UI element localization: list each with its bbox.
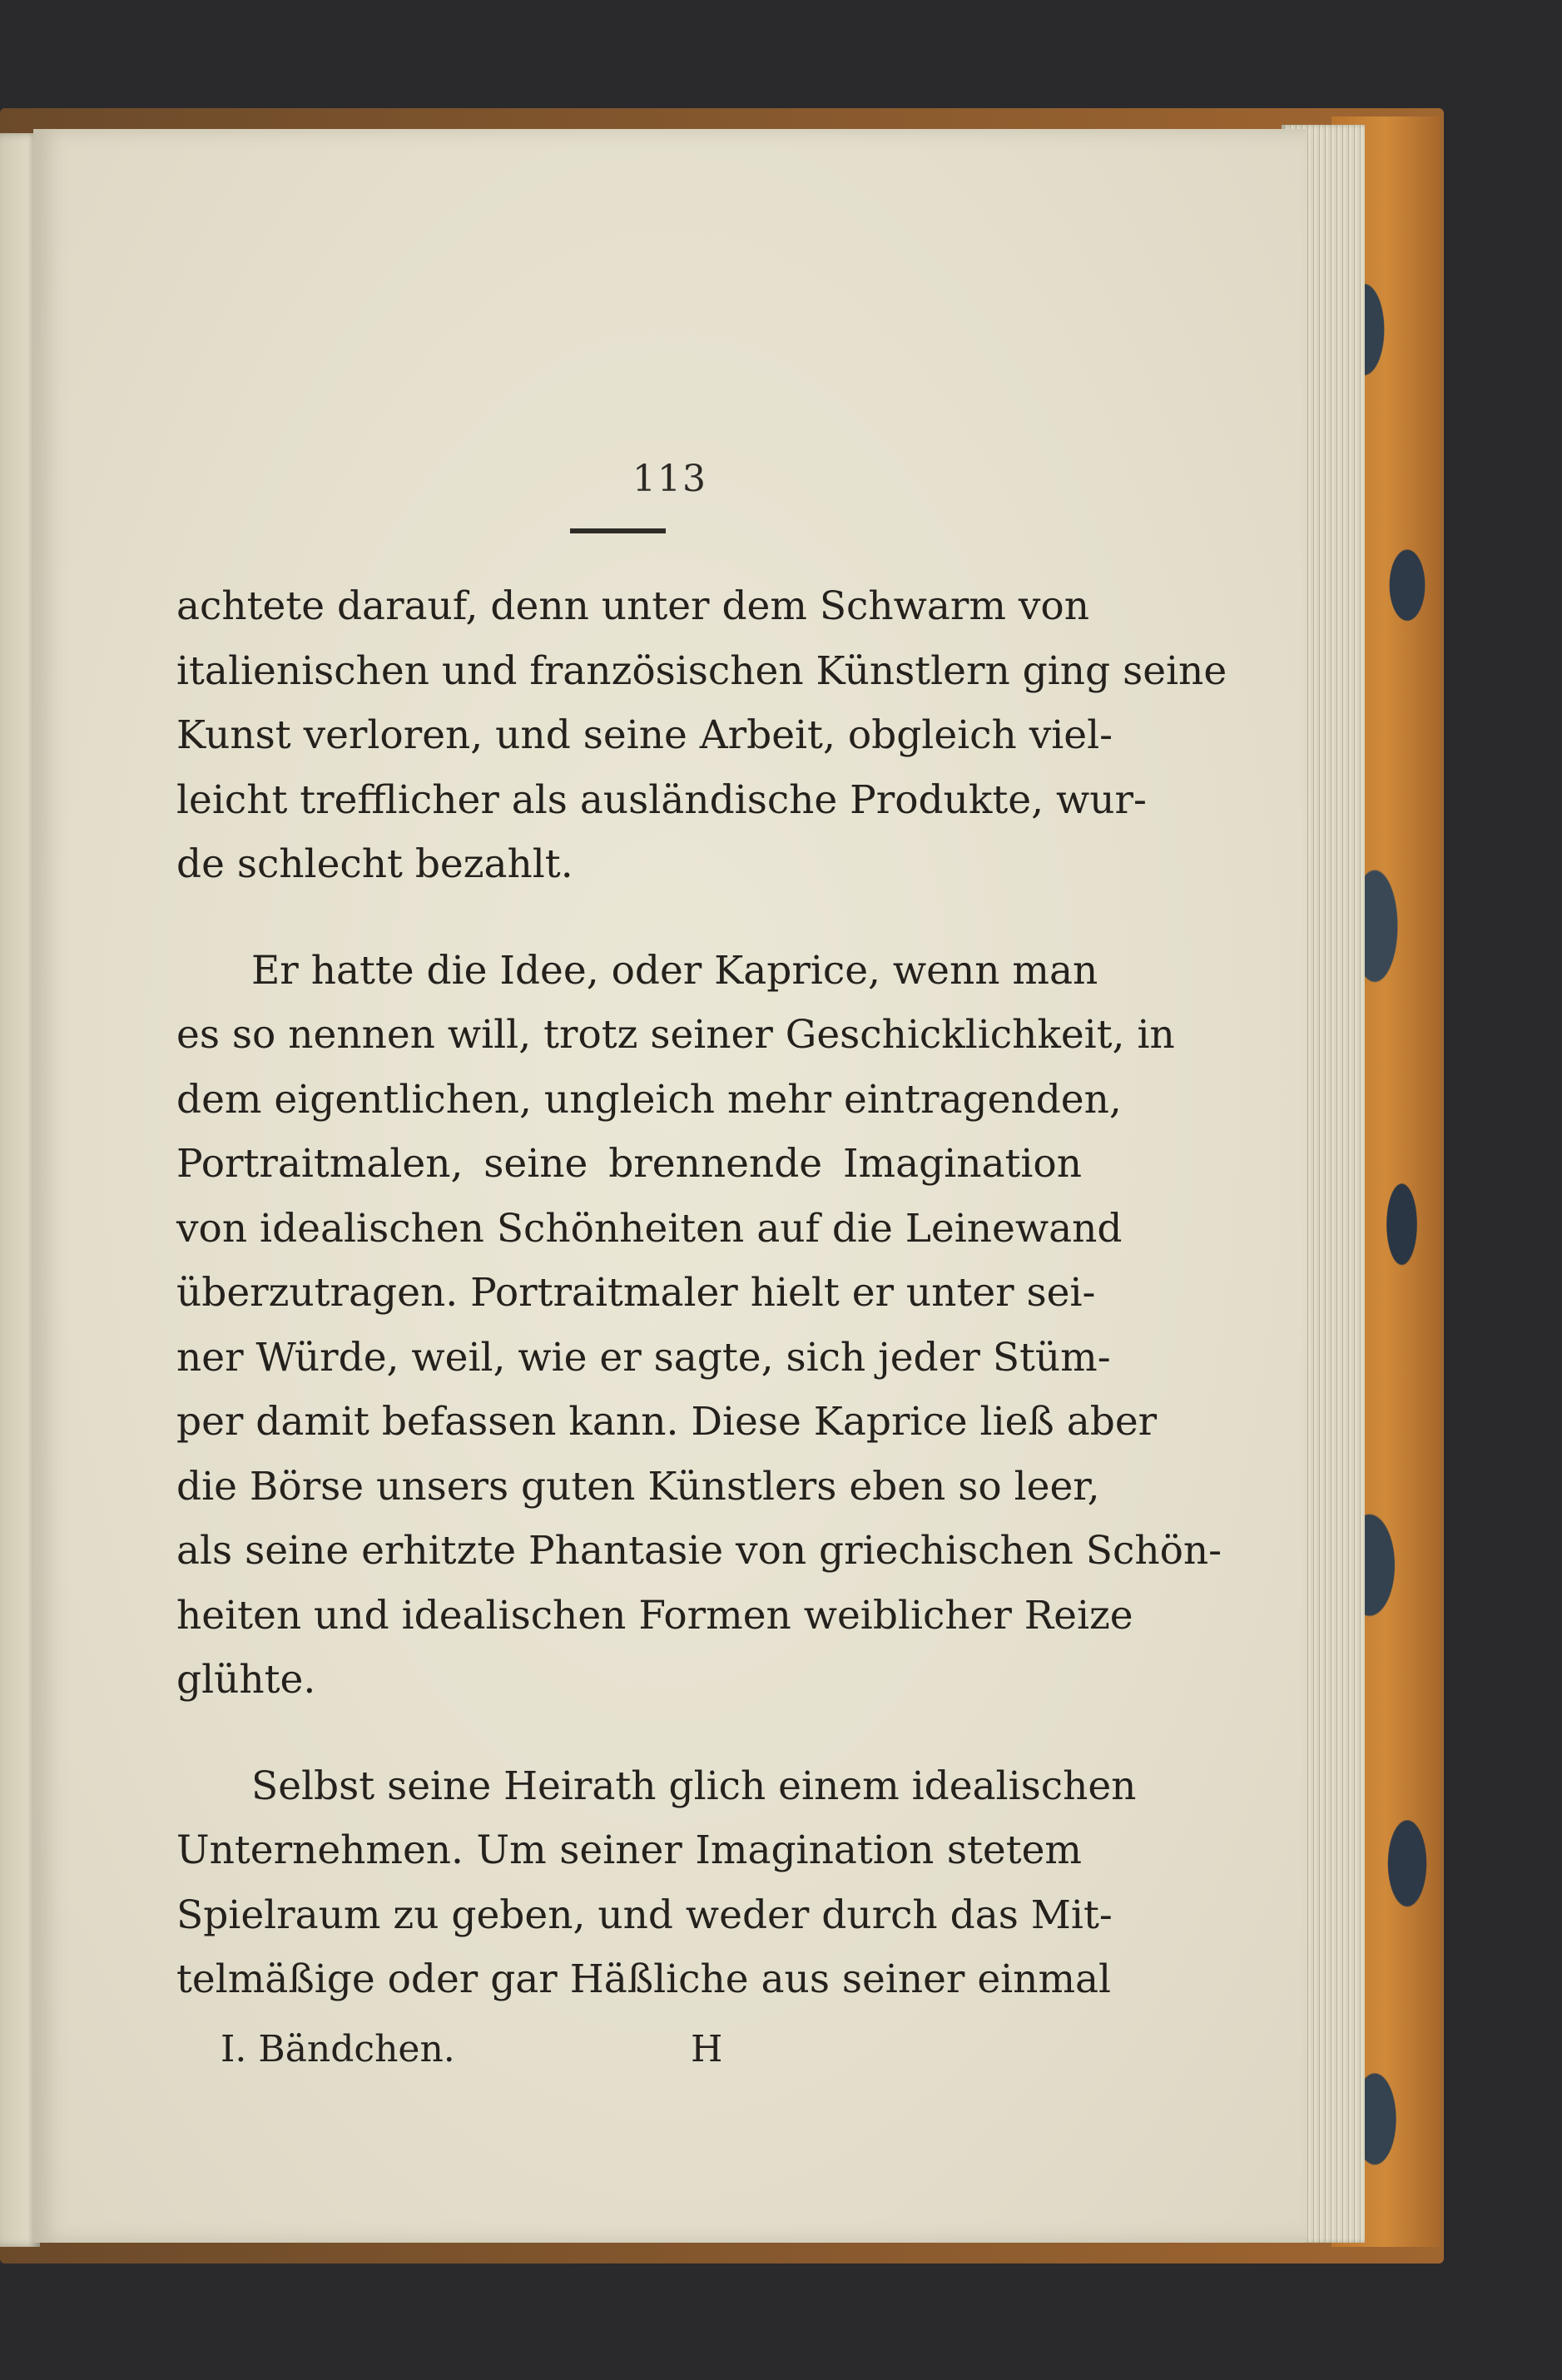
text-line: leicht trefflicher als ausländische Produkte, wur- [176, 776, 1147, 823]
text-line: per damit befassen kann. Diese Kaprice ließ aber [176, 1399, 1158, 1445]
sheet-mark: H [691, 2028, 723, 2070]
text-line: die Börse unsers guten Künstlers eben so leer, [176, 1463, 1100, 1510]
header-rule [570, 528, 666, 533]
text-line: Selbst seine Heirath glich einem idealischen [251, 1763, 1137, 1809]
text-line: von idealischen Schönheiten auf die Leinewand [176, 1205, 1123, 1252]
paragraph-3 [176, 1754, 1137, 2012]
text-line: achtete darauf, denn unter dem Schwarm von [176, 583, 1089, 629]
text-line: Er hatte die Idee, oder Kaprice, wenn man [251, 947, 1098, 994]
book-page [33, 129, 1307, 2243]
text-line: als seine erhitzte Phantasie von griechischen Schön- [176, 1528, 1222, 1574]
page-footer [33, 2028, 1307, 2095]
text-line: glühte. [176, 1657, 316, 1703]
text-line: Unternehmen. Um seiner Imagination stetem [176, 1827, 1082, 1873]
text-line: Portraitmalen, seine brennende Imagination [176, 1141, 1082, 1187]
text-line: de schlecht bezahlt. [176, 841, 573, 887]
page-body [176, 574, 1227, 2012]
text-line: überzutragen. Portraitmaler hielt er unter sei- [176, 1270, 1096, 1316]
signature-mark: I. Bändchen. [221, 2028, 455, 2070]
text-line: Kunst verloren, und seine Arbeit, obgleich viel- [176, 712, 1113, 758]
text-line: italienischen und französischen Künstlern ging seine [176, 647, 1227, 694]
text-line: ner Würde, weil, wie er sagte, sich jeder Stüm- [176, 1334, 1111, 1381]
text-line: es so nennen will, trotz seiner Geschicklichkeit, in [176, 1012, 1175, 1058]
text-line: dem eigentlichen, ungleich mehr eintragenden, [176, 1076, 1122, 1123]
text-line: telmäßige oder gar Häßliche aus seiner einmal [176, 1956, 1112, 2002]
paragraph-1 [176, 574, 1227, 897]
text-line: heiten und idealischen Formen weiblicher Reize [176, 1592, 1133, 1639]
paragraph-2 [176, 939, 1222, 1713]
page-number: 113 [632, 458, 707, 500]
text-line: Spielraum zu geben, und weder durch das Mit- [176, 1892, 1113, 1938]
